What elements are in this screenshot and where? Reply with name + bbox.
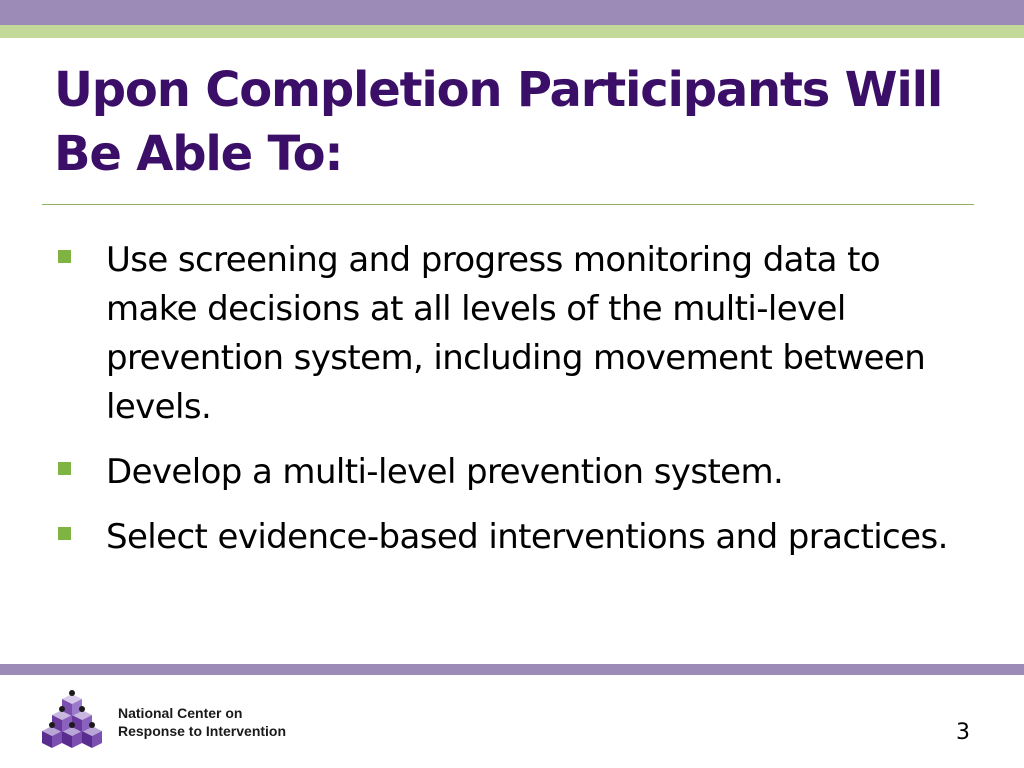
- title-divider: [42, 204, 974, 205]
- stacked-cubes-logo-icon: [40, 690, 108, 752]
- footer-accent-bar: [0, 664, 1024, 675]
- slide-title-line-2: Be Able To:: [54, 126, 343, 182]
- organization-name-line-1: National Center on: [118, 705, 243, 721]
- square-bullet-icon: [58, 527, 71, 540]
- top-accent-stripe: [0, 25, 1024, 38]
- bullet-text: Select evidence-based interventions and practices.: [106, 517, 948, 557]
- square-bullet-icon: [58, 462, 71, 475]
- bullet-list: [56, 236, 976, 578]
- square-bullet-icon: [58, 250, 71, 263]
- top-accent-bar: [0, 0, 1024, 25]
- bullet-text: Use screening and progress monitoring data to make decisions at all levels of the multi-level prevention system, including movement between levels.: [106, 240, 926, 427]
- organization-name-line-2: Response to Intervention: [118, 723, 287, 739]
- slide-number: 3: [956, 720, 970, 745]
- bullet-text: Develop a multi-level prevention system.: [106, 452, 784, 492]
- slide-title-line-1: Upon Completion Participants Will: [54, 62, 943, 118]
- slide-title: [54, 58, 994, 186]
- bullet-item-screening: [56, 236, 976, 432]
- organization-name: [118, 704, 286, 740]
- bullet-item-develop: [56, 448, 976, 497]
- bullet-item-select: [56, 513, 976, 562]
